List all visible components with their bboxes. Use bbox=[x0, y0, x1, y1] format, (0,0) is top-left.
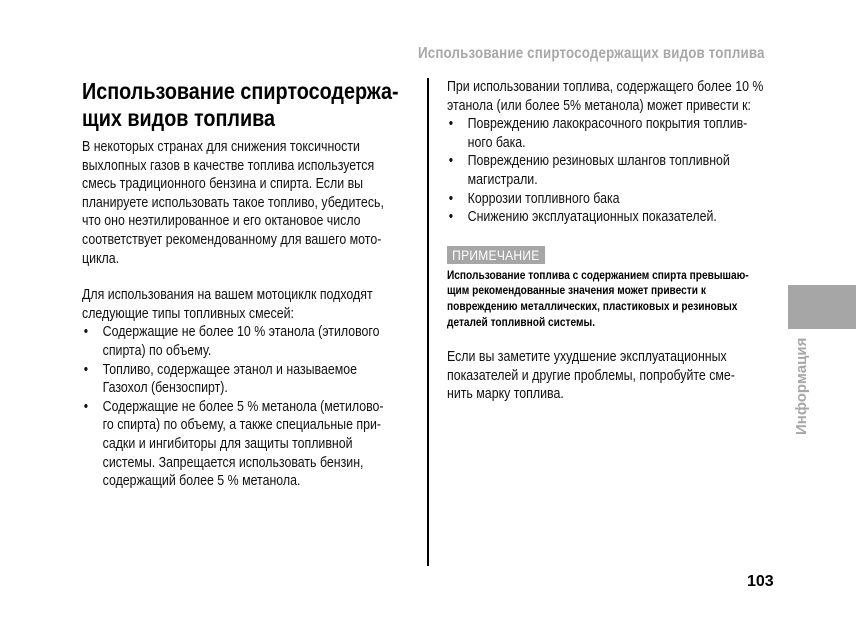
bullet-icon: • bbox=[448, 116, 454, 133]
text-line: Газохол (бензоспирт). bbox=[102, 380, 228, 397]
text-line: выхлопных газов в качестве топлива используется bbox=[82, 157, 375, 174]
list-item bbox=[82, 398, 422, 491]
text-line: го спирта) по объему, а также специальные при- bbox=[102, 417, 382, 434]
right-column bbox=[447, 78, 787, 404]
text-line: что оно неэтилированное и его октановое число bbox=[82, 213, 361, 230]
text-line: содержащий более 5 % метанола. bbox=[102, 473, 301, 490]
text-line: спирта) по объему. bbox=[102, 342, 212, 359]
list-item bbox=[447, 190, 787, 209]
fuel-types-intro bbox=[82, 286, 422, 323]
text-line: Для использования на вашем мотоциклк подходят bbox=[82, 287, 373, 304]
text-line: Содержащие не более 10 % этанола (этилового bbox=[102, 324, 380, 341]
text-line: Содержащие не более 5 % метанола (метилово- bbox=[102, 398, 384, 415]
page-number: 103 bbox=[747, 573, 774, 590]
text-line: Если вы заметите ухудшение эксплуатационных bbox=[447, 349, 727, 366]
text-line: планируете использовать такое топливо, убедитесь, bbox=[82, 194, 384, 211]
text-line: нить марку топлива. bbox=[447, 386, 564, 403]
list-item bbox=[447, 208, 787, 227]
text-line: Коррозии топливного бака bbox=[467, 190, 620, 207]
text-line: Повреждению лакокрасочного покрытия топлив- bbox=[467, 116, 748, 133]
text-line: показателей и другие проблемы, попробуйте сме- bbox=[447, 367, 735, 384]
text-line: соответствует рекомендованному для вашего мото- bbox=[82, 231, 382, 248]
text-line: Снижению эксплуатационных показателей. bbox=[467, 209, 717, 226]
text-line: При использовании топлива, содержащего более 10 % bbox=[447, 79, 764, 95]
text-line: Топливо, содержащее этанол и называемое bbox=[102, 361, 358, 378]
left-column-content bbox=[82, 78, 422, 491]
outro-paragraph bbox=[447, 348, 787, 404]
list-item bbox=[447, 152, 787, 189]
bullet-icon: • bbox=[448, 153, 454, 170]
text-line: Повреждению резиновых шлангов топливной bbox=[467, 153, 730, 170]
list-item bbox=[447, 115, 787, 152]
list-item bbox=[82, 323, 422, 360]
bullet-icon: • bbox=[83, 324, 89, 341]
text-line: В некоторых странах для снижения токсичности bbox=[82, 139, 360, 155]
bullet-icon: • bbox=[83, 398, 89, 415]
bullet-icon: • bbox=[448, 209, 454, 226]
fuel-types-list bbox=[82, 323, 422, 490]
section-tab-label: Информация bbox=[793, 337, 810, 435]
text-line: этанола (или более 5% метанола) может привести к: bbox=[447, 97, 751, 114]
column-divider bbox=[427, 78, 429, 566]
note-label: ПРИМЕЧАНИЕ bbox=[447, 246, 545, 264]
risks-intro bbox=[447, 78, 787, 115]
text-line: цикла. bbox=[82, 250, 120, 267]
text-line: смесь традиционного бензина и спирта. Если вы bbox=[82, 176, 364, 193]
text-line: следующие типы топливных смесей: bbox=[82, 305, 294, 322]
text-line: повреждению металлических, пластиковых и резиновых bbox=[447, 298, 738, 313]
text-line: деталей топливной системы. bbox=[447, 314, 596, 329]
text-line: магистрали. bbox=[467, 171, 538, 188]
text-line: ного бака. bbox=[467, 134, 526, 151]
intro-paragraph bbox=[82, 138, 422, 268]
bullet-icon: • bbox=[83, 361, 89, 378]
bullet-icon: • bbox=[448, 190, 454, 207]
section-title-line-1: Использование спиртосодержа- bbox=[82, 78, 399, 104]
text-line: Использование топлива с содержанием спирта превышаю- bbox=[447, 267, 749, 282]
text-line: системы. Запрещается использовать бензин, bbox=[102, 454, 364, 471]
section-tab-marker bbox=[788, 285, 856, 329]
risks-list bbox=[447, 115, 787, 227]
note-text bbox=[447, 268, 787, 330]
section-title-line-2: щих видов топлива bbox=[82, 105, 276, 131]
list-item bbox=[82, 361, 422, 398]
left-column bbox=[82, 78, 422, 491]
text-line: щим рекомендованные значения может привести к bbox=[447, 283, 706, 298]
text-line: садки и ингибиторы для защиты топливной bbox=[102, 435, 353, 452]
section-title bbox=[82, 78, 422, 132]
right-column-content bbox=[447, 78, 787, 404]
running-head: Использование спиртосодержащих видов топлива bbox=[418, 45, 765, 62]
